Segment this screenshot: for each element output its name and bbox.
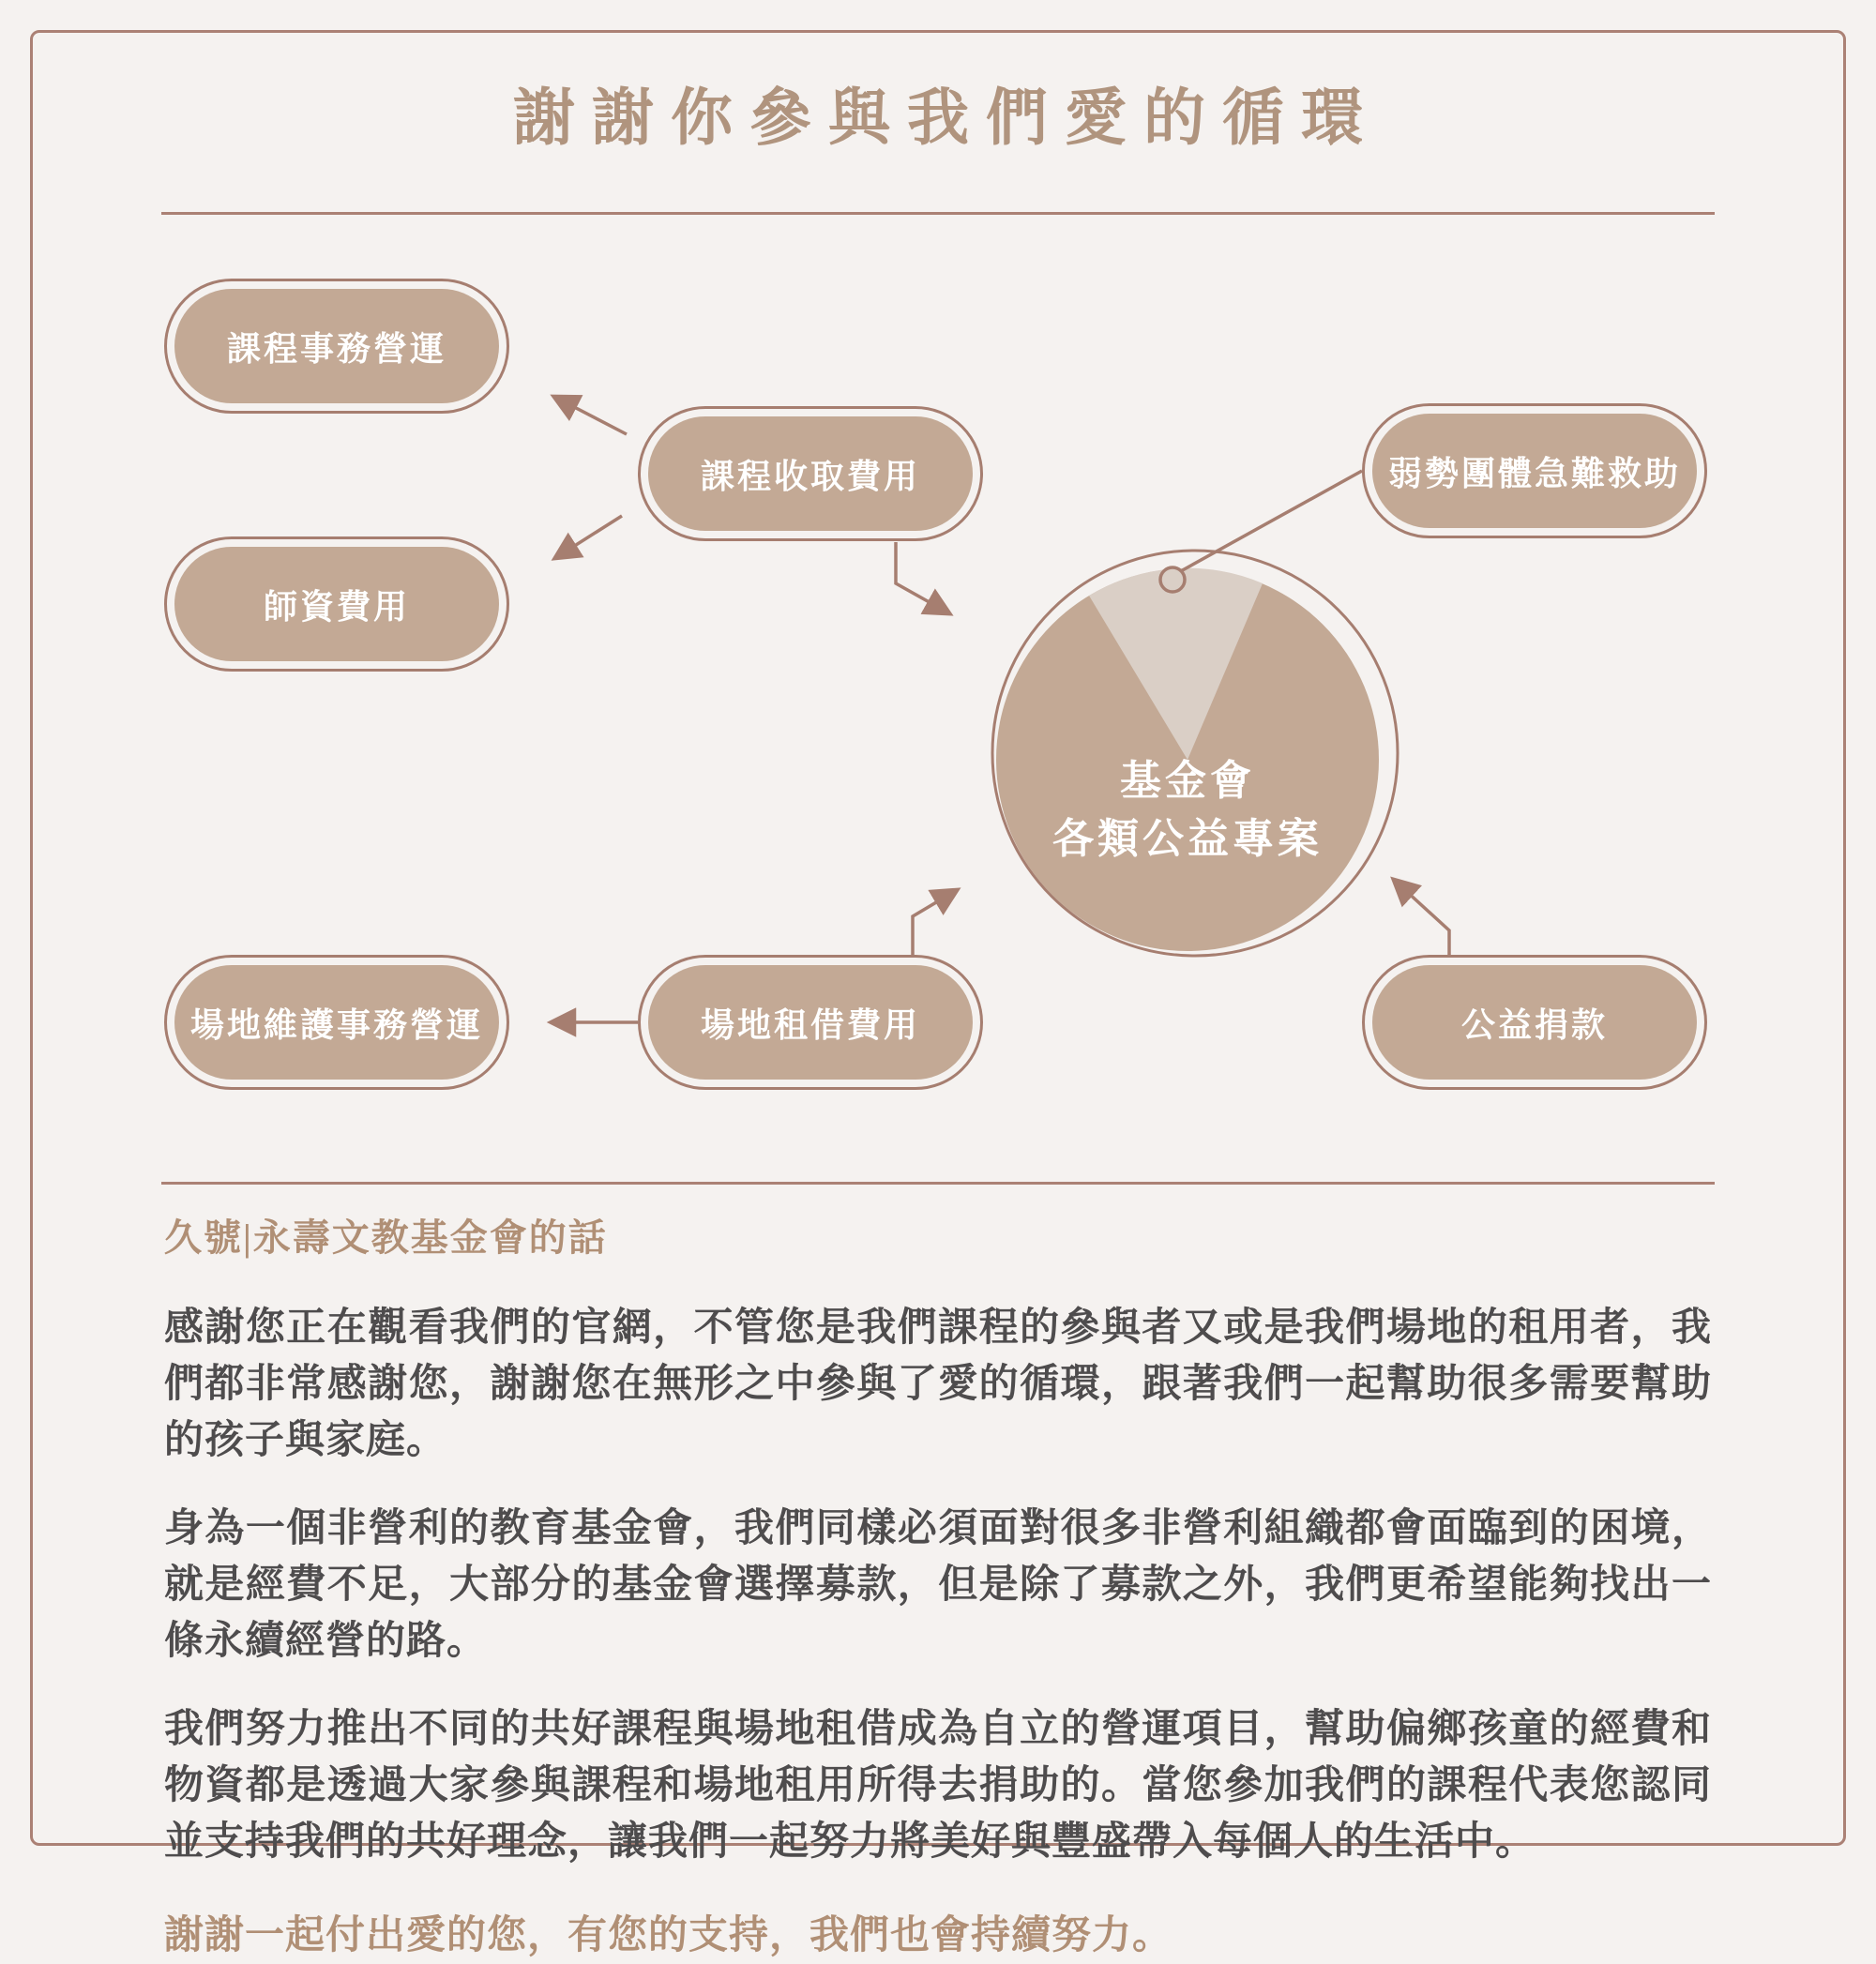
- arrow-coursefee-to-teacherfee: [555, 516, 622, 558]
- arrow-venuefee-to-foundation: [913, 890, 957, 955]
- node-donation: [1362, 955, 1707, 1090]
- callout-dot: [1160, 567, 1185, 592]
- divider-top: [161, 212, 1715, 215]
- divider-bottom: [161, 1182, 1715, 1185]
- node-label: 場地租借費用: [700, 1005, 920, 1044]
- page-title: 謝謝你參與我們愛的循環: [513, 84, 1380, 153]
- message-closing: 謝謝一起付出愛的您，有您的支持，我們也會持續努力。: [164, 1914, 1173, 1957]
- node-fill: [174, 547, 499, 661]
- node-label: 公益捐款: [1460, 1005, 1608, 1044]
- node-fill: [1372, 414, 1697, 528]
- node-fill: [174, 965, 499, 1080]
- message-paragraph-3: 我們努力推出不同的共好課程與場地租借成為自立的營運項目，幫助偏鄉孩童的經費和物資都是透過大家參與課程和場地租用所得去捐助的。當您參加我們的課程代表您認同並支持我們的共好理念，讓我們一起努力將美好與豐盛帶入每個人的生活中。: [164, 1708, 1712, 1864]
- foundation-circle-label: [1000, 752, 1375, 869]
- arrow-donation-to-foundation: [1394, 880, 1449, 955]
- foundation-label-line1: 基金會: [1120, 758, 1255, 804]
- node-label: 場地維護事務營運: [189, 1005, 483, 1044]
- node-fill: [648, 416, 973, 531]
- foundation-label-line2: 各類公益專案: [1052, 816, 1323, 862]
- node-fill: [174, 289, 499, 403]
- flow-diagram: [131, 216, 1745, 1186]
- node-venue-operations: [164, 955, 509, 1090]
- node-course-operations: [164, 279, 509, 414]
- message-section: [164, 1216, 1712, 1964]
- node-venue-fee: [638, 955, 983, 1090]
- node-fill: [648, 965, 973, 1080]
- arrow-coursefee-to-courseops: [554, 397, 627, 434]
- node-label: 弱勢團體急難救助: [1387, 454, 1681, 492]
- node-label: 課程收取費用: [700, 457, 920, 495]
- message-paragraph-1: 感謝您正在觀看我們的官網，不管您是我們課程的參與者又或是我們場地的租用者，我們都非常感謝您，謝謝您在無形之中參與了愛的循環，跟著我們一起幫助很多需要幫助的孩子與家庭。: [164, 1307, 1712, 1462]
- node-fill: [1372, 965, 1697, 1080]
- message-paragraph-2: 身為一個非營利的教育基金會，我們同樣必須面對很多非營利組織都會面臨到的困境，就是經費不足，大部分的基金會選擇募款，但是除了募款之外，我們更希望能夠找出一條永續經營的路。: [164, 1507, 1712, 1663]
- node-label: 課程事務營運: [226, 329, 446, 368]
- node-course-fee: [638, 406, 983, 541]
- node-label: 師資費用: [263, 587, 410, 626]
- arrow-coursefee-to-foundation: [896, 542, 949, 613]
- message-heading: 久號|永壽文教基金會的話: [164, 1216, 608, 1259]
- node-teacher-fee: [164, 536, 509, 672]
- node-relief: [1362, 403, 1707, 538]
- callout-line: [1179, 471, 1362, 572]
